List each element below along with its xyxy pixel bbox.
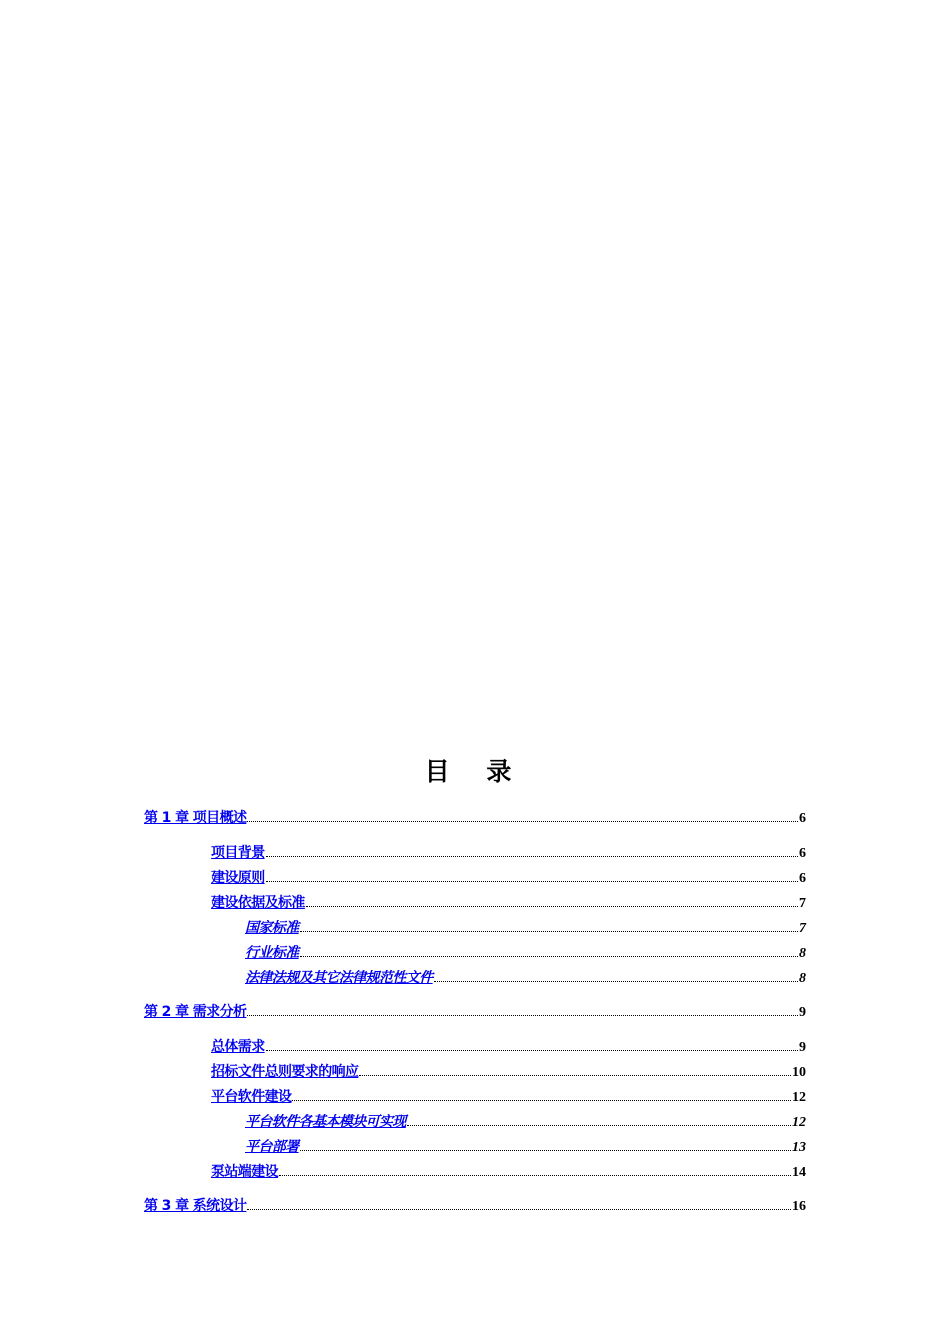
- toc-entry-link[interactable]: 第 1 章 项目概述: [144, 810, 247, 826]
- toc-leader-dots: [266, 881, 798, 882]
- toc-entry-link[interactable]: 建设依据及标准: [211, 895, 305, 911]
- toc-page-number: 12: [792, 1090, 806, 1105]
- toc-leader-dots: [292, 1100, 791, 1101]
- toc-leader-dots: [247, 821, 798, 822]
- toc-entry[interactable]: [245, 943, 806, 963]
- toc-leader-dots: [300, 956, 798, 957]
- toc-leader-dots: [300, 931, 798, 932]
- toc-entry-link[interactable]: 平台部署: [245, 1139, 299, 1155]
- toc-entry[interactable]: [211, 1162, 806, 1182]
- toc-page-number: 9: [799, 1040, 806, 1055]
- toc-leader-dots: [247, 1209, 791, 1210]
- toc-entry[interactable]: [245, 968, 806, 988]
- toc-page-number: 7: [799, 896, 806, 911]
- toc-entry[interactable]: [211, 868, 806, 888]
- toc-entry-link[interactable]: 第 3 章 系统设计: [144, 1198, 247, 1214]
- toc-page-number: 9: [799, 1005, 806, 1020]
- toc-entry-link[interactable]: 招标文件总则要求的响应: [211, 1064, 359, 1080]
- toc-leader-dots: [279, 1175, 791, 1176]
- toc-page-number: 6: [799, 846, 806, 861]
- toc-entry[interactable]: [144, 1002, 806, 1022]
- toc-page-number: 12: [792, 1115, 806, 1130]
- toc-entry[interactable]: [211, 1087, 806, 1107]
- toc-page-number: 8: [799, 971, 806, 986]
- toc-leader-dots: [247, 1015, 798, 1016]
- toc-leader-dots: [266, 856, 798, 857]
- toc-entry[interactable]: [211, 1037, 806, 1057]
- toc-page-number: 16: [792, 1199, 806, 1214]
- toc-entry[interactable]: [211, 893, 806, 913]
- toc-leader-dots: [359, 1075, 791, 1076]
- toc-leader-dots: [306, 906, 798, 907]
- toc-entry-link[interactable]: 行业标准: [245, 945, 299, 961]
- toc-entry-link[interactable]: 法律法规及其它法律规范性文件: [245, 970, 433, 986]
- toc-entry[interactable]: [144, 1196, 806, 1216]
- toc-page-number: 14: [792, 1165, 806, 1180]
- toc-leader-dots: [300, 1150, 791, 1151]
- toc-entry-link[interactable]: 平台软件各基本模块可实现: [245, 1114, 406, 1130]
- toc-page-number: 6: [799, 811, 806, 826]
- toc-page-number: 13: [792, 1140, 806, 1155]
- toc-entry-link[interactable]: 总体需求: [211, 1039, 265, 1055]
- toc-entry-link[interactable]: 平台软件建设: [211, 1089, 292, 1105]
- toc-entry-link[interactable]: 国家标准: [245, 920, 299, 936]
- toc-leader-dots: [266, 1050, 798, 1051]
- toc-page-number: 6: [799, 871, 806, 886]
- toc-entry-link[interactable]: 项目背景: [211, 845, 265, 861]
- toc-leader-dots: [434, 981, 798, 982]
- toc-entry[interactable]: [245, 1112, 806, 1132]
- toc-page-number: 7: [799, 921, 806, 936]
- toc-page-number: 10: [792, 1065, 806, 1080]
- toc-entry-link[interactable]: 建设原则: [211, 870, 265, 886]
- toc-entry-link[interactable]: 第 2 章 需求分析: [144, 1004, 247, 1020]
- toc-entry[interactable]: [211, 1062, 806, 1082]
- toc-entry-link[interactable]: 泵站端建设: [211, 1164, 278, 1180]
- toc-page-number: 8: [799, 946, 806, 961]
- toc-entry[interactable]: [245, 918, 806, 938]
- toc-entry[interactable]: [144, 808, 806, 828]
- toc-leader-dots: [407, 1125, 791, 1126]
- toc-title: 目 录: [424, 757, 526, 786]
- toc-entry[interactable]: [211, 843, 806, 863]
- toc-entry[interactable]: [245, 1137, 806, 1157]
